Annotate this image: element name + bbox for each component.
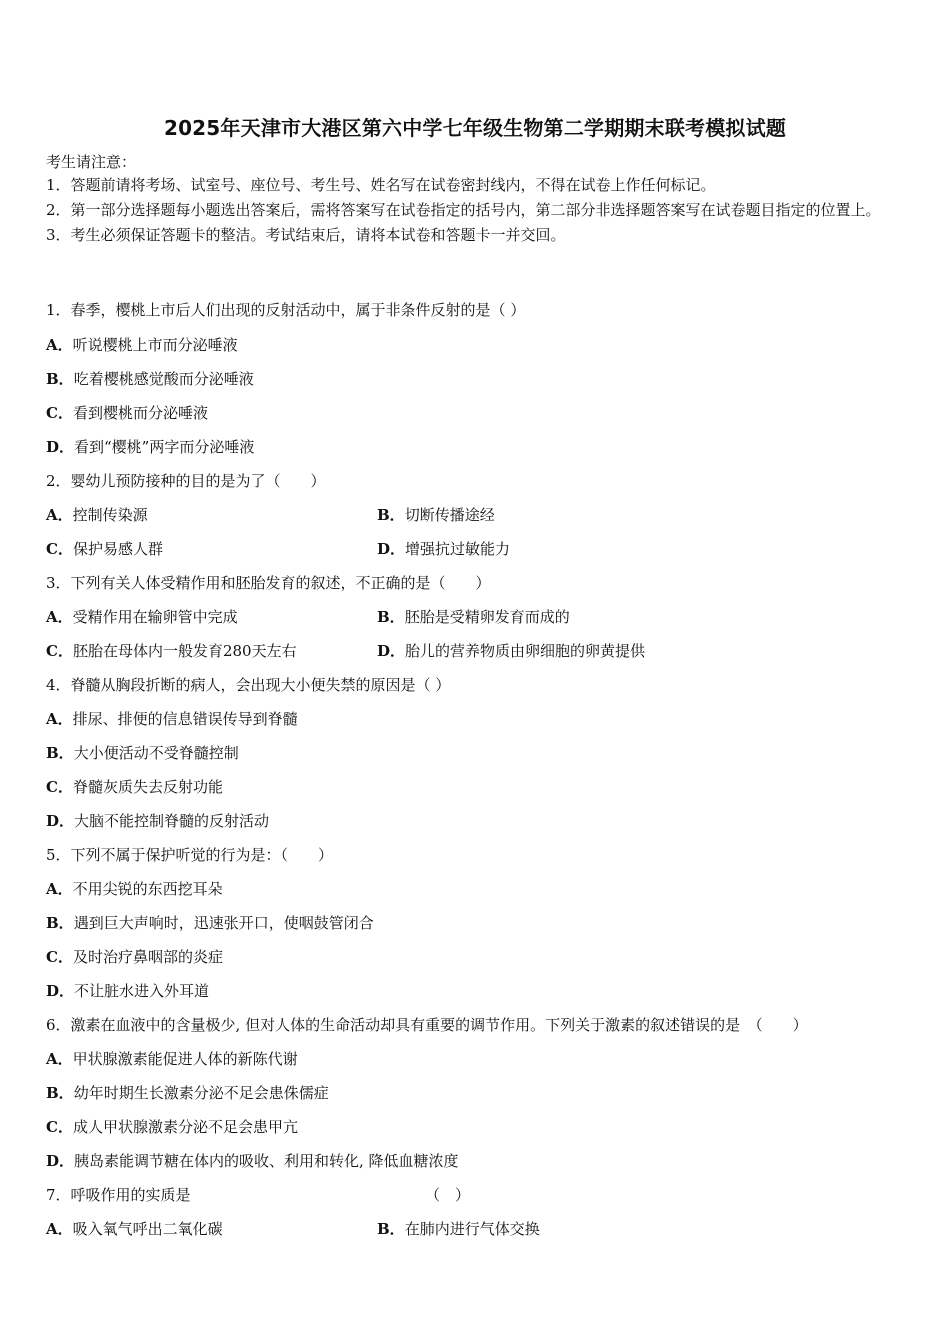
question-1-option-d — [46, 437, 254, 457]
question-4-option-c — [46, 777, 223, 797]
option-letter: C． — [46, 778, 73, 796]
option-text: 增强抗过敏能力 — [405, 540, 511, 558]
question-3-option-a — [46, 607, 238, 627]
question-1-stem: 1．春季，樱桃上市后人们出现的反射活动中，属于非条件反射的是（ ） — [46, 301, 526, 319]
option-letter: A． — [46, 1050, 73, 1068]
option-text: 看到樱桃而分泌唾液 — [72, 404, 208, 422]
option-text: 成人甲状腺激素分泌不足会患甲亢 — [72, 1118, 298, 1136]
question-1-option-a — [46, 335, 238, 355]
question-4-option-a — [46, 709, 298, 729]
option-text: 吸入氧气呼出二氧化碳 — [72, 1220, 223, 1238]
option-letter: A． — [46, 336, 73, 354]
option-letter: A． — [46, 608, 73, 626]
question-6-option-d — [46, 1151, 459, 1171]
option-text: 保护易感人群 — [72, 540, 163, 558]
option-letter: B． — [46, 370, 74, 388]
option-text: 胰岛素能调节糖在体内的吸收、利用和转化, 降低血糖浓度 — [74, 1152, 459, 1170]
question-7-answer-blank: （ ） — [425, 1186, 471, 1204]
option-text: 遇到巨大声响时，迅速张开口，使咽鼓管闭合 — [73, 914, 374, 932]
option-text: 看到“樱桃”两字而分泌唾液 — [74, 438, 255, 456]
question-6-stem: 6．激素在血液中的含量极少, 但对人体的生命活动却具有重要的调节作用。下列关于激素的叙述错误的是 （ ） — [46, 1016, 808, 1034]
question-1-option-b — [46, 369, 254, 389]
option-letter: C． — [46, 948, 73, 966]
option-letter: B． — [377, 1220, 405, 1238]
option-text: 及时治疗鼻咽部的炎症 — [72, 948, 223, 966]
question-5-option-a — [46, 879, 223, 899]
question-3-option-d — [377, 641, 645, 661]
question-2-option-c — [46, 539, 163, 559]
option-letter: A． — [46, 880, 73, 898]
option-text: 听说樱桃上市而分泌唾液 — [72, 336, 238, 354]
option-text: 排尿、排便的信息错误传导到脊髓 — [72, 710, 298, 728]
option-text: 受精作用在输卵管中完成 — [72, 608, 238, 626]
option-text: 幼年时期生长激素分泌不足会患侏儒症 — [73, 1084, 329, 1102]
notice-list — [46, 173, 898, 248]
option-text: 大脑不能控制脊髓的反射活动 — [74, 812, 270, 830]
option-letter: B． — [46, 744, 74, 762]
option-text: 甲状腺激素能促进人体的新陈代谢 — [72, 1050, 298, 1068]
option-letter: C． — [46, 540, 73, 558]
option-letter: D． — [46, 812, 75, 830]
option-text: 切断传播途经 — [404, 506, 495, 524]
option-letter: C． — [46, 404, 73, 422]
option-text: 胚胎在母体内一般发育280天左右 — [72, 642, 297, 660]
question-7-option-b — [377, 1219, 540, 1239]
notice-item: 1．答题前请将考场、试室号、座位号、考生号、姓名写在试卷密封线内，不得在试卷上作任何标记。 — [46, 176, 716, 194]
option-text: 不让脏水进入外耳道 — [74, 982, 210, 1000]
option-letter: A． — [46, 1220, 73, 1238]
question-2-option-d — [377, 539, 510, 559]
question-6-option-c — [46, 1117, 298, 1137]
question-5-option-b — [46, 913, 374, 933]
option-text: 控制传染源 — [72, 506, 148, 524]
option-letter: D． — [46, 438, 75, 456]
question-5-stem: 5．下列不属于保护听觉的行为是：（ ） — [46, 846, 334, 864]
question-2-stem: 2．婴幼儿预防接种的目的是为了（ ） — [46, 472, 326, 490]
notice-item: 3．考生必须保证答题卡的整洁。考试结束后，请将本试卷和答题卡一并交回。 — [46, 226, 566, 244]
option-letter: C． — [46, 1118, 73, 1136]
question-3-option-c — [46, 641, 297, 661]
option-letter: D． — [46, 1152, 75, 1170]
question-4-stem: 4．脊髓从胸段折断的病人，会出现大小便失禁的原因是（ ） — [46, 676, 451, 694]
question-2-option-a — [46, 505, 148, 525]
option-text: 脊髓灰质失去反射功能 — [72, 778, 223, 796]
question-2-option-b — [377, 505, 495, 525]
question-5-option-d — [46, 981, 209, 1001]
option-text: 胚胎是受精卵发育而成的 — [404, 608, 570, 626]
question-6-option-a — [46, 1049, 298, 1069]
option-letter: A． — [46, 710, 73, 728]
option-letter: D． — [377, 642, 406, 660]
option-letter: B． — [377, 608, 405, 626]
question-7-option-a — [46, 1219, 223, 1239]
question-3-option-b — [377, 607, 570, 627]
question-1-option-c — [46, 403, 208, 423]
option-text: 不用尖锐的东西挖耳朵 — [72, 880, 223, 898]
question-5-option-c — [46, 947, 223, 967]
question-7-stem: 7．呼吸作用的实质是 — [46, 1186, 191, 1204]
option-letter: A． — [46, 506, 73, 524]
option-letter: B． — [377, 506, 405, 524]
option-text: 吃着樱桃感觉酸而分泌唾液 — [73, 370, 254, 388]
option-letter: B． — [46, 1084, 74, 1102]
option-letter: B． — [46, 914, 74, 932]
question-4-option-d — [46, 811, 269, 831]
notice-item: 2．第一部分选择题每小题选出答案后，需将答案写在试卷指定的括号内，第二部分非选择题答案写在试卷题目指定的位置上。 — [46, 201, 881, 219]
option-text: 胎儿的营养物质由卵细胞的卵黄提供 — [405, 642, 646, 660]
page-title: 2025年天津市大港区第六中学七年级生物第二学期期末联考模拟试题 — [163, 116, 787, 140]
option-text: 大小便活动不受脊髓控制 — [73, 744, 239, 762]
question-4-option-b — [46, 743, 239, 763]
option-text: 在肺内进行气体交换 — [404, 1220, 540, 1238]
option-letter: C． — [46, 642, 73, 660]
option-letter: D． — [46, 982, 75, 1000]
option-letter: D． — [377, 540, 406, 558]
question-3-stem: 3．下列有关人体受精作用和胚胎发育的叙述，不正确的是（ ） — [46, 574, 491, 592]
notice-heading: 考生请注意： — [46, 153, 137, 171]
question-6-option-b — [46, 1083, 329, 1103]
